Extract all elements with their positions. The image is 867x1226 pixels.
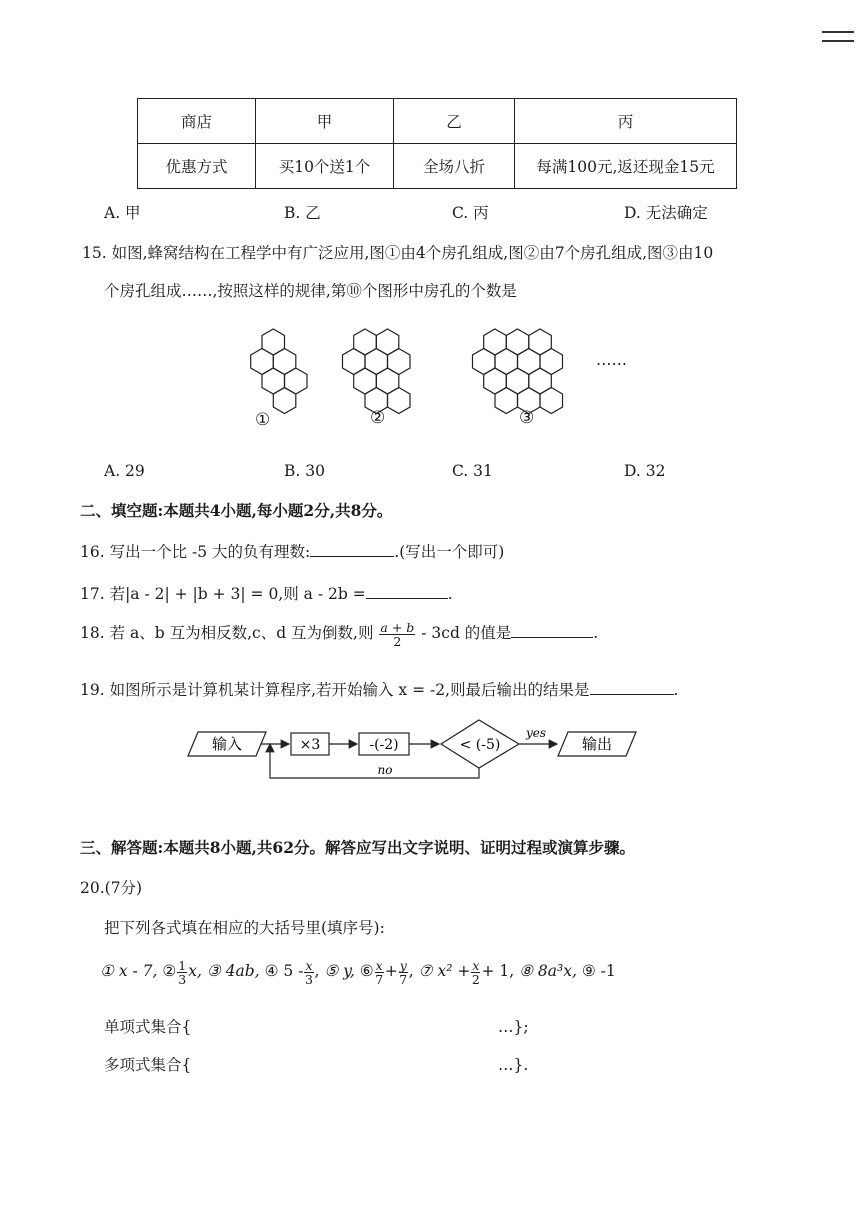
program-flowchart [180, 718, 650, 788]
no-label: no [377, 763, 393, 777]
q18-post: - 3cd 的值是 [421, 624, 512, 642]
honeycomb-cell [273, 388, 296, 414]
fraction: $\frac{x}{7}$ [375, 957, 384, 987]
subtract-label: -(-2) [369, 737, 399, 753]
q14-option-a: A. 甲 [104, 204, 141, 222]
q15-option-a: A. 29 [104, 462, 145, 480]
fraction: $\frac{1}{3}$ [178, 957, 187, 987]
honeycomb-cell [388, 388, 411, 414]
table-row [138, 144, 737, 189]
table-cell: 商店 [138, 99, 256, 144]
q17 [80, 582, 453, 604]
figure-label-2: ② [370, 408, 386, 428]
answer-blank[interactable] [511, 621, 593, 638]
expr-1: ① x - 7, [100, 962, 158, 980]
table-cell: 甲 [256, 99, 394, 144]
honeycomb-figures [225, 320, 645, 430]
q14-option-b: B. 乙 [284, 204, 321, 222]
expr-9: ⑨ -1 [581, 962, 616, 980]
multiply-label: ×3 [299, 737, 321, 753]
expr-3: ③ 4ab, [206, 962, 260, 980]
table-cell: 优惠方式 [138, 144, 256, 189]
table-header-row [138, 99, 737, 144]
polynomial-set-label: 多项式集合{ [104, 1056, 192, 1074]
discount-table [137, 98, 737, 189]
q18 [80, 618, 598, 648]
page-corner-mark [822, 28, 854, 44]
q14-option-d: D. 无法确定 [624, 204, 708, 222]
q16-tail: .(写出一个即可) [394, 543, 505, 561]
honeycomb-cell [540, 388, 563, 414]
section-heading-fill-in: 二、填空题:本题共4小题,每小题2分,共8分。 [80, 501, 393, 520]
fraction: $\frac{a + b}{2}$ [380, 619, 415, 649]
expr-8: ⑧ 8a³x, [519, 962, 577, 980]
honeycomb-cell [495, 388, 518, 414]
section-heading-answer: 三、解答题:本题共8小题,共62分。解答应写出文字说明、证明过程或演算步骤。 [80, 838, 635, 857]
answer-blank[interactable] [590, 678, 674, 695]
q18-pre: 18. 若 a、b 互为相反数,c、d 互为倒数,则 [80, 624, 374, 642]
q17-text: 17. 若|a - 2| + |b + 3| = 0,则 a - 2b = [80, 585, 366, 603]
figure-label-3: ③ [519, 408, 535, 428]
q19 [80, 678, 678, 700]
pattern-ellipsis: …… [596, 351, 627, 369]
table-cell: 全场八折 [394, 144, 515, 189]
fraction: $\frac{y}{7}$ [399, 957, 408, 987]
q19-tail: . [673, 681, 679, 699]
expr-5: ⑤ y, [324, 962, 355, 980]
q15-text-line1: 15. 如图,蜂窝结构在工程学中有广泛应用,图①由4个房孔组成,图②由7个房孔组成,图③由10 [82, 244, 714, 262]
figure-label-1: ① [255, 410, 271, 430]
q20-instruction: 把下列各式填在相应的大括号里(填序号): [104, 919, 385, 937]
input-label: 输入 [211, 735, 243, 753]
table-cell: 买10个送1个 [256, 144, 394, 189]
expr-6: ⑥ $\frac{x}{7}$ + $\frac{y}{7}$ , [359, 957, 414, 987]
q15-option-c: C. 31 [452, 462, 493, 480]
fraction: $\frac{x}{2}$ [471, 957, 480, 987]
q14-option-c: C. 丙 [452, 204, 489, 222]
q15-text-line2: 个房孔组成……,按照这样的规律,第⑩个图形中房孔的个数是 [104, 282, 517, 300]
yes-label: yes [525, 726, 547, 740]
expr-4: ④ 5 - $\frac{x}{3}$ , [264, 957, 320, 987]
polynomial-set-end: …}. [498, 1056, 529, 1074]
condition-label: < (-5) [459, 737, 501, 753]
q15-option-b: B. 30 [284, 462, 325, 480]
table-cell: 每满100元,返还现金15元 [515, 144, 737, 189]
q17-tail: . [447, 585, 453, 603]
q15-option-d: D. 32 [624, 462, 666, 480]
q20-expressions [100, 955, 616, 987]
q19-text: 19. 如图所示是计算机某计算程序,若开始输入 x = -2,则最后输出的结果是 [80, 681, 590, 699]
answer-blank[interactable] [366, 582, 448, 599]
q20-header: 20.(7分) [80, 879, 143, 897]
output-label: 输出 [581, 735, 613, 753]
expr-2: ② $\frac{1}{3}$ x, [162, 957, 202, 987]
monomial-set-label: 单项式集合{ [104, 1018, 192, 1036]
table-cell: 乙 [394, 99, 515, 144]
table-cell: 丙 [515, 99, 737, 144]
answer-blank[interactable] [310, 540, 394, 557]
q16 [80, 540, 504, 562]
q16-text: 16. 写出一个比 -5 大的负有理数: [80, 543, 311, 561]
fraction: $\frac{x}{3}$ [304, 957, 313, 987]
q18-tail: . [593, 624, 599, 642]
monomial-set-end: …}; [498, 1018, 529, 1036]
expr-7: ⑦ x² + $\frac{x}{2}$ + 1, [418, 957, 515, 987]
